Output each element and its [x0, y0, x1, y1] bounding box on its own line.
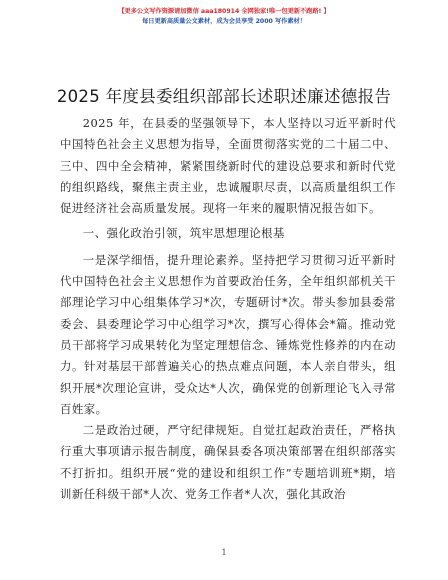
promo-banner	[0, 7, 448, 27]
body-paragraph-1: 一是深学细悟，提升理论素养。坚持把学习贯彻习近平新时代中国特色社会主义思想作为首要政治任务，全年组织部机关干部理论学习中心组集体学习*次，专题研讨*次。带头参加县委常委会、县委理论学习中心组学习*次，撰写心得体会*篇。推动党员干部将学习成果转化为坚定理想信念、锤炼党性修养的内在动力。针对基层干部普遍关心的热点难点问题，本人亲自带头，组织开展*次理论宣讲，受众达*人次，确保党的创新理论飞入寻常百姓家。	[60, 252, 396, 416]
document-body	[60, 113, 396, 505]
body-paragraph-2: 二是政治过硬，严守纪律规矩。自觉扛起政治责任，严格执行重大事项请示报告制度，确保县委各项决策部署在组织部落实不打折扣。组织开展“党的建设和组织工作”专题培训班*期，培训新任科级干部*人次、党务工作者*人次，强化其政治	[60, 423, 396, 502]
promo-line-membership: 每日更新高质量公文素材，成为会员享受 2000 写作素材！	[142, 18, 306, 25]
document-title: 2025 年度县委组织部部长述职述廉述德报告	[56, 87, 392, 106]
page-number: 1	[221, 548, 227, 557]
promo-line-wechat: 【更多公文写作资源请加微信 aaa180914 全网独家!唯一包更新不跑路! 】	[118, 8, 330, 15]
section-heading-1: 一、强化政治引领，筑牢思想理论根基	[82, 226, 285, 241]
intro-paragraph: 2025 年，在县委的坚强领导下，本人坚持以习近平新时代中国特色社会主义思想为指导，全面贯彻落实党的二十届二中、三中、四中全会精神，紧紧围绕新时代的建设总要求和新时代党的组织路线，聚焦主责主业，忠诚履职尽责，以高质量组织工作促进经济社会高质量发展。现将一年来的履职情况报告如下。	[60, 116, 396, 216]
